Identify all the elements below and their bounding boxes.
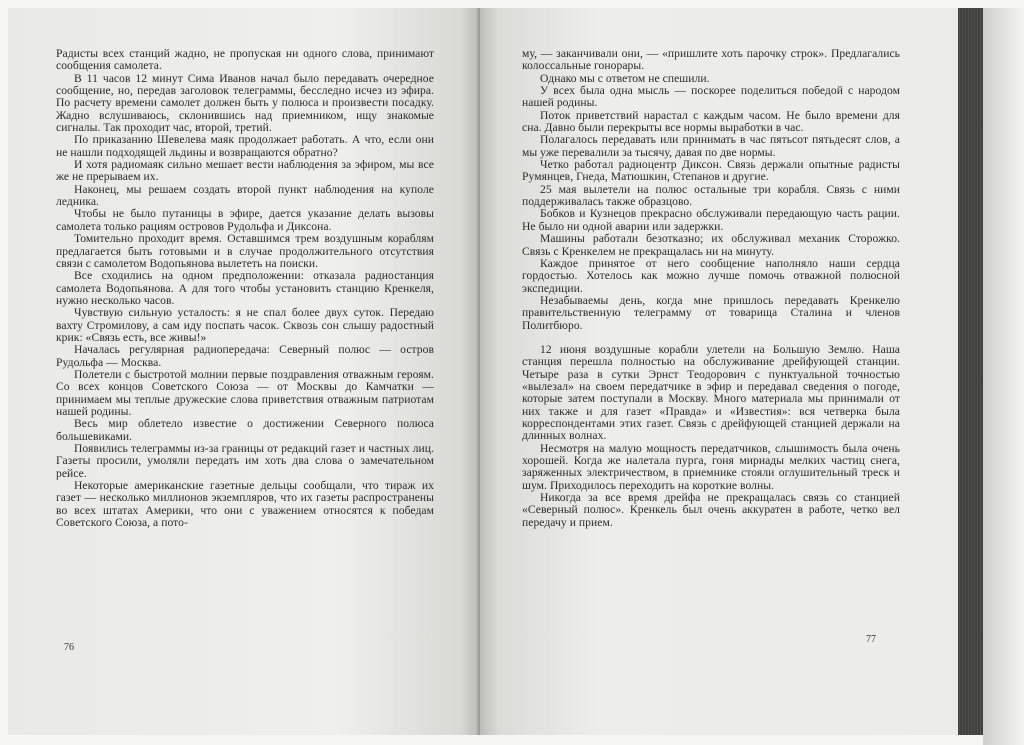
paragraph: Радисты всех станций жадно, не пропуская ни одного слова, принимают сообщения самолета.: [56, 47, 434, 73]
left-page: [8, 8, 480, 735]
paragraph: Чувствую сильную усталость: я не спал более двух суток. Передаю вахту Стромилову, а сам иду поспать часок. Сквозь сон слышу радостный крик: «Связь есть, все живы!»: [56, 306, 434, 344]
paragraph: Весь мир облетело известие о достижении Северного полюса большевиками.: [56, 417, 434, 443]
paragraph: У всех была одна мысль — поскорее поделиться победой с народом нашей родины.: [522, 84, 900, 110]
paragraph: Машины работали безотказно; их обслуживал механик Сторожко. Связь с Кренкелем не прекращалась ни на минуту.: [522, 232, 900, 258]
paragraph: му, — заканчивали они, — «пришлите хоть парочку строк». Предлагались колоссальные гонорары.: [522, 47, 900, 73]
right-page: [480, 8, 958, 735]
paragraph: Однако мы с ответом не спешили.: [540, 71, 710, 85]
paragraph: По приказанию Шевелева маяк продолжает работать. А что, если они не нашли подходящей льдины и возвращаются обратно?: [56, 133, 434, 159]
left-page-text: [56, 48, 434, 529]
paragraph: Бобков и Кузнецов прекрасно обслуживали передающую часть рации. Не было ни одной аварии или задержки.: [522, 207, 900, 233]
paragraph: Наконец, мы решаем создать второй пункт наблюдения на куполе ледника.: [56, 182, 434, 209]
paragraph: Томительно проходит время. Оставшимся трем воздушным кораблям предлагается быть готовыми и в случае продолжительного отсутствия связи с самолетом Водопьянова вылететь на поиски.: [56, 232, 434, 270]
paragraph: Появились телеграммы из-за границы от редакций газет и частных лиц. Газеты просили, умоляли передать им хоть два слова о замечательном рейсе.: [56, 442, 434, 480]
paragraph: И хотя радиомаяк сильно мешает вести наблюдения за эфиром, мы все же не прерываем их.: [56, 158, 434, 184]
paragraph: Чтобы не было путаницы в эфире, дается указание делать вызовы самолета только рациям островов Рудольфа и Диксона.: [56, 207, 434, 233]
paragraph: Поток приветствий нарастал с каждым часом. Не было времени для сна. Давно были перекрыты все нормы выработки в час.: [522, 108, 900, 135]
book-spread: [8, 8, 983, 735]
paragraph: Каждое принятое от него сообщение наполняло наши сердца гордостью. Хотелось как можно лучше помочь отважной полюсной экспедиции.: [522, 256, 900, 295]
paragraph: Началась регулярная радиопередача: Северный полюс — остров Рудольфа — Москва.: [56, 343, 434, 369]
paragraph: Несмотря на малую мощность передатчиков, слышимость была очень хорошей. Когда же налетала пурга, гоня мириады мелких частиц снега, заряженных электричеством, в приемнике стояли оглушительный треск и шум. Приходилось переходить на короткие волны.: [522, 441, 900, 492]
paragraph: Незабываемы день, когда мне пришлось передавать Кренкелю правительственную телеграмму от товарища Сталина и членов Политбюро.: [522, 293, 900, 332]
paragraph: Все сходились на одном предположении: отказала радиостанция самолета Водопьянова. А для того чтобы установить станцию Кренкеля, нужно несколько часов.: [56, 269, 434, 307]
paragraph: В 11 часов 12 минут Сима Иванов начал было передавать очередное сообщение, но, передав заголовок телеграммы, бесследно исчез из эфира. По расчету времени самолет должен быть у полюса и произвести посадку. Жадно вслушиваюсь, склонившись над приемником, ищу знакомые сигналы. Так проходит час, второй, третий.: [56, 71, 434, 135]
paragraph: 12 июня воздушные корабли улетели на Большую Землю. Наша станция перешла полностью на обслуживание дрейфующей станции. Четыре раза в сутки Эрнст Теодорович с пунктуальной точностью «вылезал» на своем передатчике в эфир и передавал сведения о погоде, которые затем поступали в Москву. Много материала мы принимали от них также и для газет «Правда» и «Известия»: вся четверка была корреспондентами этих газет. Связь с дрейфующей станцией держали на длинных волнах.: [522, 342, 900, 443]
right-page-text: [522, 48, 900, 529]
page-number-left: 76: [64, 642, 74, 653]
paragraph: Никогда за все время дрейфа не прекращалась связь со станцией «Северный полюс». Кренкель был очень аккуратен в работе, четко вел передачу и прием.: [522, 491, 900, 529]
paragraph: 25 мая вылетели на полюс остальные три корабля. Связь с ними поддерживалась также образцово.: [522, 182, 900, 209]
paragraph: Полетели с быстротой молнии первые поздравления отважным героям. Со всех концов Советского Союза — от Москвы до Камчатки — принимаем мы теплые дружеские слова приветствия отважным патриотам нашей родины.: [56, 367, 434, 418]
page-number-right: 77: [866, 634, 876, 645]
background-shadow: [983, 8, 1024, 745]
paragraph: Некоторые американские газетные дельцы сообщали, что тираж их газет — несколько миллионов экземпляров, что их газеты распространены во всех штатах Америки, что они с уважением относятся к победам Советского Союза, а пото-: [56, 479, 434, 530]
paragraph: Полагалось передавать или принимать в час пятьсот пятьдесят слов, а мы уже перевалили за тысячу, давая по две нормы.: [522, 133, 900, 159]
paragraph: Четко работал радиоцентр Диксон. Связь держали опытные радисты Румянцев, Гнеда, Матюшкин, Степанов и другие.: [522, 158, 900, 184]
